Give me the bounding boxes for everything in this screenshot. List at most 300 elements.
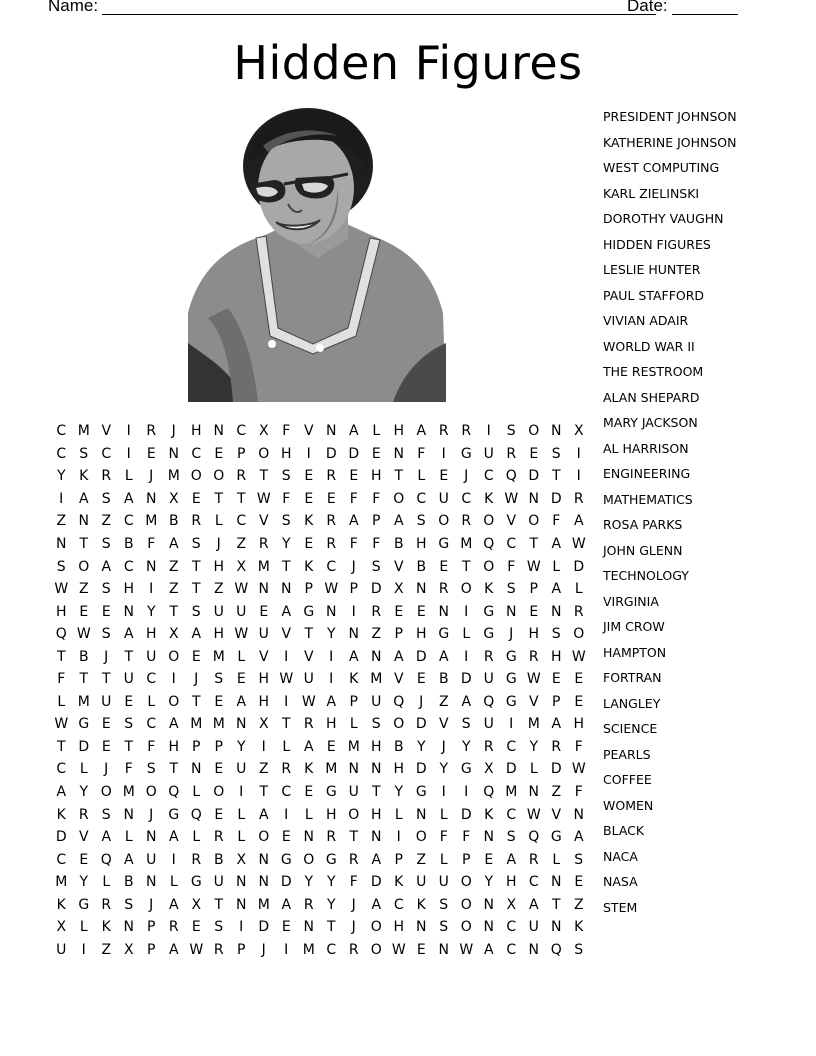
grid-letter[interactable]: F <box>439 829 448 846</box>
grid-letter[interactable]: U <box>483 716 494 733</box>
grid-letter[interactable]: E <box>304 468 314 485</box>
grid-letter[interactable]: R <box>101 896 112 913</box>
grid-letter[interactable]: E <box>304 536 314 552</box>
grid-letter[interactable]: E <box>236 671 246 688</box>
grid-letter[interactable]: E <box>191 919 201 936</box>
grid-letter[interactable]: V <box>281 626 292 643</box>
grid-letter[interactable]: T <box>326 919 336 936</box>
grid-letter[interactable]: K <box>484 581 494 598</box>
grid-letter[interactable]: A <box>281 896 292 913</box>
grid-letter[interactable]: N <box>236 896 247 913</box>
grid-letter[interactable]: T <box>56 738 66 755</box>
grid-letter[interactable]: Z <box>168 581 179 598</box>
grid-letter[interactable]: T <box>56 648 66 665</box>
grid-letter[interactable]: V <box>551 806 562 823</box>
grid-letter[interactable]: R <box>281 761 292 778</box>
grid-letter[interactable]: D <box>573 558 585 575</box>
grid-letter[interactable]: F <box>282 490 291 507</box>
grid-letter[interactable]: I <box>441 445 446 462</box>
grid-letter[interactable]: S <box>56 558 66 575</box>
grid-letter[interactable]: U <box>213 603 224 620</box>
grid-letter[interactable]: M <box>257 896 270 913</box>
grid-letter[interactable]: U <box>146 648 157 665</box>
grid-letter[interactable]: N <box>483 829 494 846</box>
grid-letter[interactable]: H <box>393 761 405 778</box>
grid-letter[interactable]: W <box>76 626 91 643</box>
grid-letter[interactable]: I <box>486 423 491 440</box>
grid-letter[interactable]: O <box>145 784 157 801</box>
grid-letter[interactable]: O <box>393 716 405 733</box>
grid-letter[interactable]: R <box>573 490 584 507</box>
grid-letter[interactable]: Y <box>439 761 449 778</box>
grid-letter[interactable]: S <box>551 626 561 643</box>
grid-letter[interactable]: U <box>213 874 224 891</box>
grid-letter[interactable]: Q <box>483 536 495 552</box>
grid-letter[interactable]: T <box>124 648 134 665</box>
grid-letter[interactable]: P <box>372 513 381 530</box>
grid-letter[interactable]: Y <box>326 874 336 891</box>
grid-letter[interactable]: G <box>78 896 90 913</box>
grid-letter[interactable]: F <box>349 874 358 891</box>
grid-letter[interactable]: U <box>483 445 494 462</box>
grid-letter[interactable]: I <box>396 829 401 846</box>
grid-letter[interactable]: V <box>258 648 269 665</box>
grid-letter[interactable]: E <box>79 603 89 620</box>
grid-letter[interactable]: N <box>168 445 179 462</box>
grid-letter[interactable]: I <box>284 693 289 710</box>
grid-letter[interactable]: B <box>438 671 449 688</box>
grid-letter[interactable]: E <box>574 671 584 688</box>
grid-letter[interactable]: P <box>192 738 201 755</box>
grid-letter[interactable]: H <box>213 626 225 643</box>
grid-letter[interactable]: J <box>171 423 176 440</box>
grid-letter[interactable]: S <box>281 513 291 530</box>
grid-letter[interactable]: N <box>123 919 134 936</box>
grid-letter[interactable]: G <box>505 671 517 688</box>
grid-letter[interactable]: G <box>303 603 315 620</box>
grid-letter[interactable]: A <box>101 558 112 575</box>
grid-letter[interactable]: R <box>326 536 337 552</box>
grid-letter[interactable]: F <box>349 490 358 507</box>
grid-letter[interactable]: T <box>551 896 561 913</box>
grid-letter[interactable]: R <box>326 513 337 530</box>
grid-letter[interactable]: N <box>416 919 427 936</box>
grid-letter[interactable]: R <box>258 536 269 552</box>
grid-letter[interactable]: U <box>146 851 157 868</box>
grid-letter[interactable]: J <box>509 626 514 643</box>
grid-letter[interactable]: F <box>282 423 291 440</box>
grid-letter[interactable]: K <box>574 919 584 936</box>
grid-letter[interactable]: T <box>101 671 111 688</box>
grid-letter[interactable]: U <box>438 874 449 891</box>
grid-letter[interactable]: S <box>101 581 111 598</box>
grid-letter[interactable]: E <box>416 603 426 620</box>
grid-letter[interactable]: C <box>56 761 67 778</box>
grid-letter[interactable]: F <box>417 445 426 462</box>
grid-letter[interactable]: W <box>324 581 339 598</box>
grid-letter[interactable]: E <box>214 693 224 710</box>
grid-letter[interactable]: K <box>304 513 314 530</box>
grid-letter[interactable]: J <box>194 671 199 688</box>
grid-letter[interactable]: C <box>146 716 157 733</box>
grid-letter[interactable]: H <box>550 648 562 665</box>
grid-letter[interactable]: N <box>123 806 134 823</box>
grid-letter[interactable]: F <box>372 536 381 552</box>
grid-letter[interactable]: T <box>191 693 201 710</box>
grid-letter[interactable]: R <box>528 851 539 868</box>
grid-letter[interactable]: A <box>438 648 449 665</box>
grid-letter[interactable]: X <box>123 941 134 958</box>
grid-letter[interactable]: E <box>371 445 381 462</box>
grid-letter[interactable]: I <box>239 784 244 801</box>
grid-letter[interactable]: T <box>124 738 134 755</box>
grid-letter[interactable]: L <box>372 423 381 440</box>
grid-letter[interactable]: Q <box>190 806 202 823</box>
grid-letter[interactable]: O <box>460 581 472 598</box>
grid-letter[interactable]: L <box>79 919 88 936</box>
grid-letter[interactable]: A <box>78 490 89 507</box>
grid-letter[interactable]: Y <box>281 536 291 552</box>
grid-letter[interactable]: N <box>348 626 359 643</box>
grid-letter[interactable]: B <box>78 648 89 665</box>
grid-letter[interactable]: N <box>146 829 157 846</box>
grid-letter[interactable]: L <box>552 558 561 575</box>
grid-letter[interactable]: X <box>56 919 67 936</box>
grid-letter[interactable]: D <box>55 829 67 846</box>
grid-letter[interactable]: L <box>124 829 133 846</box>
grid-letter[interactable]: N <box>528 784 539 801</box>
grid-letter[interactable]: B <box>393 738 404 755</box>
grid-letter[interactable]: D <box>258 919 270 936</box>
grid-letter[interactable]: D <box>505 761 517 778</box>
grid-letter[interactable]: A <box>168 941 179 958</box>
grid-letter[interactable]: G <box>438 626 450 643</box>
grid-letter[interactable]: C <box>191 445 202 462</box>
grid-letter[interactable]: Y <box>484 874 494 891</box>
grid-letter[interactable]: K <box>304 558 314 575</box>
grid-letter[interactable]: N <box>258 851 269 868</box>
grid-letter[interactable]: F <box>462 829 471 846</box>
grid-letter[interactable]: A <box>348 423 359 440</box>
grid-letter[interactable]: C <box>236 513 247 530</box>
grid-letter[interactable]: X <box>573 423 584 440</box>
grid-letter[interactable]: O <box>415 829 427 846</box>
grid-letter[interactable]: I <box>284 648 289 665</box>
grid-letter[interactable]: H <box>325 716 337 733</box>
grid-letter[interactable]: B <box>213 851 224 868</box>
grid-letter[interactable]: J <box>149 468 154 485</box>
grid-letter[interactable]: N <box>528 941 539 958</box>
grid-letter[interactable]: S <box>101 806 111 823</box>
grid-letter[interactable]: Y <box>236 738 246 755</box>
grid-letter[interactable]: V <box>78 829 89 846</box>
grid-letter[interactable]: N <box>551 423 562 440</box>
grid-letter[interactable]: N <box>146 874 157 891</box>
grid-letter[interactable]: H <box>280 445 292 462</box>
grid-letter[interactable]: Y <box>394 784 404 801</box>
grid-letter[interactable]: G <box>168 806 180 823</box>
grid-letter[interactable]: D <box>370 874 382 891</box>
grid-letter[interactable]: T <box>169 603 179 620</box>
grid-letter[interactable]: F <box>507 558 516 575</box>
grid-letter[interactable]: C <box>56 851 67 868</box>
grid-letter[interactable]: R <box>191 851 202 868</box>
grid-letter[interactable]: L <box>394 806 403 823</box>
grid-letter[interactable]: A <box>168 896 179 913</box>
grid-letter[interactable]: C <box>101 445 112 462</box>
grid-letter[interactable]: U <box>303 671 314 688</box>
grid-letter[interactable]: N <box>348 761 359 778</box>
grid-letter[interactable]: E <box>349 468 359 485</box>
grid-letter[interactable]: D <box>550 490 562 507</box>
grid-letter[interactable]: R <box>78 806 89 823</box>
grid-letter[interactable]: I <box>329 671 334 688</box>
grid-letter[interactable]: F <box>574 738 583 755</box>
grid-letter[interactable]: Z <box>438 693 449 710</box>
grid-letter[interactable]: I <box>464 784 469 801</box>
grid-letter[interactable]: E <box>394 603 404 620</box>
grid-letter[interactable]: L <box>552 851 561 868</box>
grid-letter[interactable]: X <box>258 423 269 440</box>
grid-letter[interactable]: O <box>258 829 270 846</box>
grid-letter[interactable]: B <box>123 536 134 552</box>
grid-letter[interactable]: C <box>326 941 337 958</box>
grid-letter[interactable]: Y <box>416 738 426 755</box>
grid-letter[interactable]: X <box>506 896 517 913</box>
grid-letter[interactable]: P <box>349 693 358 710</box>
grid-letter[interactable]: S <box>574 941 584 958</box>
grid-letter[interactable]: L <box>574 581 583 598</box>
grid-letter[interactable]: L <box>169 874 178 891</box>
grid-letter[interactable]: E <box>191 648 201 665</box>
grid-letter[interactable]: W <box>54 716 69 733</box>
grid-letter[interactable]: Q <box>393 693 405 710</box>
grid-letter[interactable]: I <box>464 648 469 665</box>
grid-letter[interactable]: E <box>214 806 224 823</box>
grid-letter[interactable]: H <box>370 738 382 755</box>
grid-letter[interactable]: Y <box>146 603 156 620</box>
grid-letter[interactable]: L <box>147 693 156 710</box>
grid-letter[interactable]: R <box>483 648 494 665</box>
grid-letter[interactable]: X <box>168 626 179 643</box>
grid-letter[interactable]: N <box>213 423 224 440</box>
grid-letter[interactable]: X <box>191 896 202 913</box>
grid-letter[interactable]: V <box>303 423 314 440</box>
grid-letter[interactable]: S <box>506 581 516 598</box>
grid-letter[interactable]: R <box>461 423 472 440</box>
grid-letter[interactable]: Z <box>78 581 89 598</box>
grid-letter[interactable]: I <box>239 919 244 936</box>
grid-letter[interactable]: Y <box>529 738 539 755</box>
grid-letter[interactable]: S <box>124 896 134 913</box>
grid-letter[interactable]: Y <box>326 896 336 913</box>
grid-letter[interactable]: N <box>258 581 269 598</box>
grid-letter[interactable]: P <box>304 581 313 598</box>
grid-letter[interactable]: H <box>370 468 382 485</box>
grid-letter[interactable]: A <box>461 693 472 710</box>
grid-letter[interactable]: K <box>56 896 66 913</box>
grid-letter[interactable]: E <box>326 738 336 755</box>
grid-letter[interactable]: T <box>461 558 471 575</box>
grid-letter[interactable]: S <box>574 851 584 868</box>
grid-letter[interactable]: A <box>123 851 134 868</box>
grid-letter[interactable]: K <box>416 896 426 913</box>
grid-letter[interactable]: N <box>303 829 314 846</box>
grid-letter[interactable]: D <box>370 581 382 598</box>
grid-letter[interactable]: B <box>123 874 134 891</box>
grid-letter[interactable]: N <box>416 806 427 823</box>
grid-letter[interactable]: V <box>438 716 449 733</box>
grid-letter[interactable]: S <box>101 536 111 552</box>
grid-letter[interactable]: F <box>552 513 561 530</box>
grid-letter[interactable]: P <box>349 581 358 598</box>
grid-letter[interactable]: V <box>303 648 314 665</box>
grid-letter[interactable]: L <box>439 806 448 823</box>
grid-letter[interactable]: J <box>351 558 356 575</box>
grid-letter[interactable]: R <box>461 513 472 530</box>
grid-letter[interactable]: Z <box>416 851 427 868</box>
grid-letter[interactable]: I <box>126 445 131 462</box>
grid-letter[interactable]: L <box>237 806 246 823</box>
grid-letter[interactable]: N <box>236 874 247 891</box>
grid-letter[interactable]: R <box>101 468 112 485</box>
grid-letter[interactable]: I <box>126 423 131 440</box>
grid-letter[interactable]: C <box>123 513 134 530</box>
grid-letter[interactable]: S <box>439 919 449 936</box>
grid-letter[interactable]: M <box>190 716 203 733</box>
grid-letter[interactable]: U <box>483 671 494 688</box>
grid-letter[interactable]: Z <box>551 784 562 801</box>
grid-letter[interactable]: M <box>77 693 90 710</box>
grid-letter[interactable]: L <box>237 829 246 846</box>
grid-letter[interactable]: A <box>168 829 179 846</box>
grid-letter[interactable]: D <box>460 671 472 688</box>
grid-letter[interactable]: N <box>146 490 157 507</box>
grid-letter[interactable]: C <box>56 445 67 462</box>
grid-letter[interactable]: N <box>573 806 584 823</box>
grid-letter[interactable]: R <box>326 829 337 846</box>
grid-letter[interactable]: P <box>237 445 246 462</box>
grid-letter[interactable]: C <box>506 919 517 936</box>
grid-letter[interactable]: E <box>416 941 426 958</box>
grid-letter[interactable]: I <box>576 445 581 462</box>
grid-letter[interactable]: I <box>81 941 86 958</box>
grid-letter[interactable]: Q <box>483 784 495 801</box>
grid-letter[interactable]: M <box>325 761 338 778</box>
grid-letter[interactable]: V <box>393 558 404 575</box>
grid-letter[interactable]: A <box>303 738 314 755</box>
grid-letter[interactable]: H <box>505 874 517 891</box>
grid-letter[interactable]: I <box>306 445 311 462</box>
grid-letter[interactable]: S <box>101 626 111 643</box>
grid-letter[interactable]: R <box>303 896 314 913</box>
grid-letter[interactable]: C <box>236 423 247 440</box>
grid-letter[interactable]: H <box>573 716 585 733</box>
grid-letter[interactable]: D <box>415 716 427 733</box>
grid-letter[interactable]: A <box>483 941 494 958</box>
grid-letter[interactable]: U <box>101 693 112 710</box>
grid-letter[interactable]: Z <box>168 558 179 575</box>
grid-letter[interactable]: L <box>192 784 201 801</box>
grid-letter[interactable]: F <box>574 784 583 801</box>
grid-letter[interactable]: L <box>102 874 111 891</box>
grid-letter[interactable]: A <box>101 829 112 846</box>
grid-letter[interactable]: D <box>78 738 90 755</box>
grid-letter[interactable]: N <box>78 513 89 530</box>
grid-letter[interactable]: W <box>526 558 541 575</box>
grid-letter[interactable]: W <box>526 671 541 688</box>
grid-letter[interactable]: W <box>571 761 586 778</box>
grid-letter[interactable]: C <box>281 784 292 801</box>
grid-letter[interactable]: E <box>259 603 269 620</box>
grid-letter[interactable]: A <box>348 648 359 665</box>
grid-letter[interactable]: W <box>234 626 249 643</box>
grid-letter[interactable]: O <box>370 941 382 958</box>
grid-letter[interactable]: Y <box>304 874 314 891</box>
grid-letter[interactable]: Z <box>371 626 382 643</box>
grid-letter[interactable]: L <box>282 738 291 755</box>
grid-letter[interactable]: J <box>351 919 356 936</box>
grid-letter[interactable]: K <box>349 671 359 688</box>
grid-letter[interactable]: O <box>348 806 360 823</box>
grid-letter[interactable]: P <box>147 919 156 936</box>
grid-letter[interactable]: G <box>550 829 562 846</box>
grid-letter[interactable]: G <box>438 536 450 552</box>
grid-letter[interactable]: E <box>551 671 561 688</box>
grid-letter[interactable]: X <box>393 581 404 598</box>
grid-letter[interactable]: W <box>189 941 204 958</box>
grid-letter[interactable]: R <box>326 468 337 485</box>
grid-letter[interactable]: N <box>506 603 517 620</box>
grid-letter[interactable]: E <box>529 445 539 462</box>
grid-letter[interactable]: V <box>506 513 517 530</box>
grid-letter[interactable]: O <box>393 490 405 507</box>
grid-letter[interactable]: J <box>464 468 469 485</box>
grid-letter[interactable]: E <box>101 716 111 733</box>
grid-letter[interactable]: D <box>415 761 427 778</box>
grid-letter[interactable]: E <box>79 851 89 868</box>
grid-letter[interactable]: P <box>214 738 223 755</box>
grid-letter[interactable]: O <box>483 513 495 530</box>
grid-letter[interactable]: S <box>439 896 449 913</box>
grid-letter[interactable]: N <box>258 874 269 891</box>
grid-letter[interactable]: C <box>146 671 157 688</box>
grid-letter[interactable]: X <box>258 716 269 733</box>
grid-letter[interactable]: A <box>236 693 247 710</box>
grid-letter[interactable]: O <box>528 423 540 440</box>
grid-letter[interactable]: R <box>213 941 224 958</box>
grid-letter[interactable]: O <box>213 784 225 801</box>
grid-letter[interactable]: N <box>483 919 494 936</box>
grid-letter[interactable]: P <box>147 941 156 958</box>
grid-letter[interactable]: S <box>214 671 224 688</box>
grid-letter[interactable]: D <box>280 874 292 891</box>
grid-letter[interactable]: C <box>506 941 517 958</box>
grid-letter[interactable]: E <box>124 693 134 710</box>
grid-letter[interactable]: S <box>214 919 224 936</box>
grid-letter[interactable]: W <box>256 490 271 507</box>
grid-letter[interactable]: N <box>146 558 157 575</box>
grid-letter[interactable]: S <box>146 761 156 778</box>
grid-letter[interactable]: A <box>371 896 382 913</box>
grid-letter[interactable]: D <box>348 445 360 462</box>
grid-letter[interactable]: I <box>149 581 154 598</box>
grid-letter[interactable]: I <box>171 851 176 868</box>
grid-letter[interactable]: M <box>505 784 518 801</box>
grid-letter[interactable]: A <box>506 851 517 868</box>
grid-letter[interactable]: J <box>261 941 266 958</box>
grid-letter[interactable]: E <box>214 445 224 462</box>
